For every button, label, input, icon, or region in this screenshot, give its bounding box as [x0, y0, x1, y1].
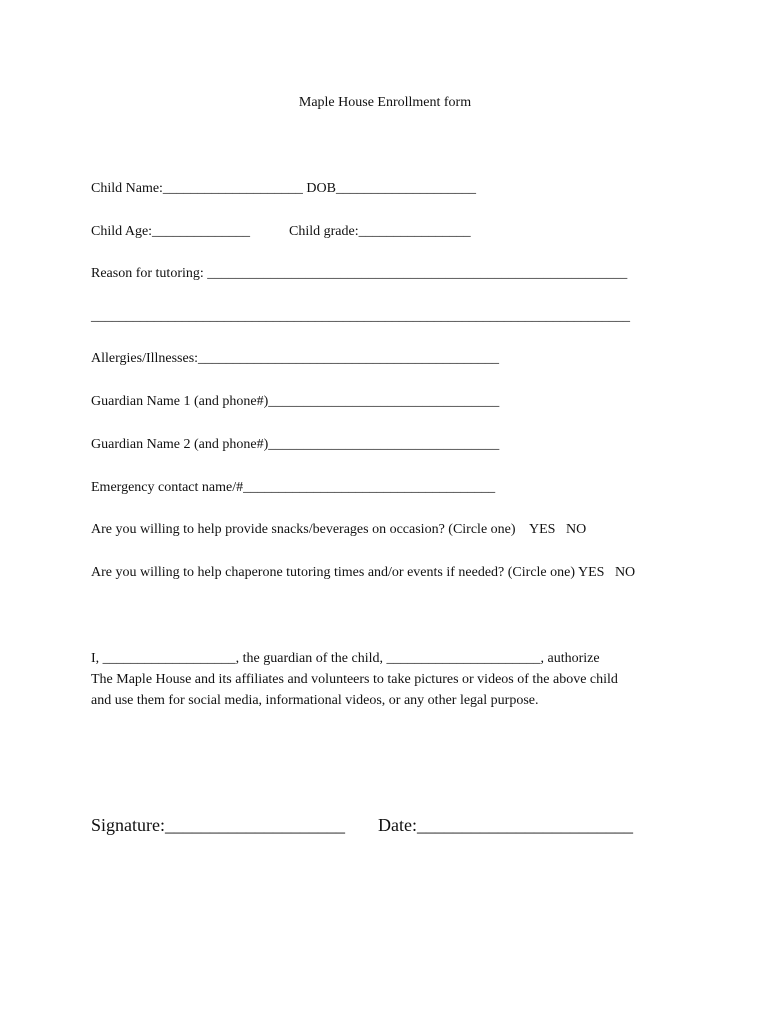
guardian-1-field: Guardian Name 1 (and phone#)_________________________________ [91, 394, 500, 409]
snacks-question: Are you willing to help provide snacks/beverages on occasion? (Circle one) YES NO [91, 522, 587, 537]
guardian-2-field: Guardian Name 2 (and phone#)_________________________________ [91, 437, 500, 452]
authorization-paragraph [91, 648, 691, 711]
authorization-line-1: I, ___________________, the guardian of the child, ______________________, authorize [91, 651, 600, 666]
form-title: Maple House Enrollment form [298, 95, 472, 110]
allergies-field: Allergies/Illnesses:___________________________________________ [91, 351, 500, 366]
date-field: Date:________________________ [378, 815, 633, 835]
child-grade-field: Child grade:________________ [289, 224, 471, 239]
emergency-contact-field: Emergency contact name/#____________________________________ [91, 480, 496, 495]
child-name-dob-field: Child Name:____________________ DOB____________________ [91, 181, 476, 196]
child-age-field: Child Age:______________ [91, 224, 251, 239]
authorization-line-2: The Maple House and its affiliates and volunteers to take pictures or videos of the above child [91, 672, 618, 687]
reason-continuation-line: _____________________________________________________________________________ [91, 309, 630, 324]
signature-field: Signature:____________________ [91, 815, 345, 835]
chaperone-question: Are you willing to help chaperone tutoring times and/or events if needed? (Circle one) YES NO [91, 565, 636, 580]
reason-for-tutoring-field: Reason for tutoring: ____________________________________________________________ [91, 266, 628, 281]
authorization-line-3: and use them for social media, informational videos, or any other legal purpose. [91, 693, 539, 708]
